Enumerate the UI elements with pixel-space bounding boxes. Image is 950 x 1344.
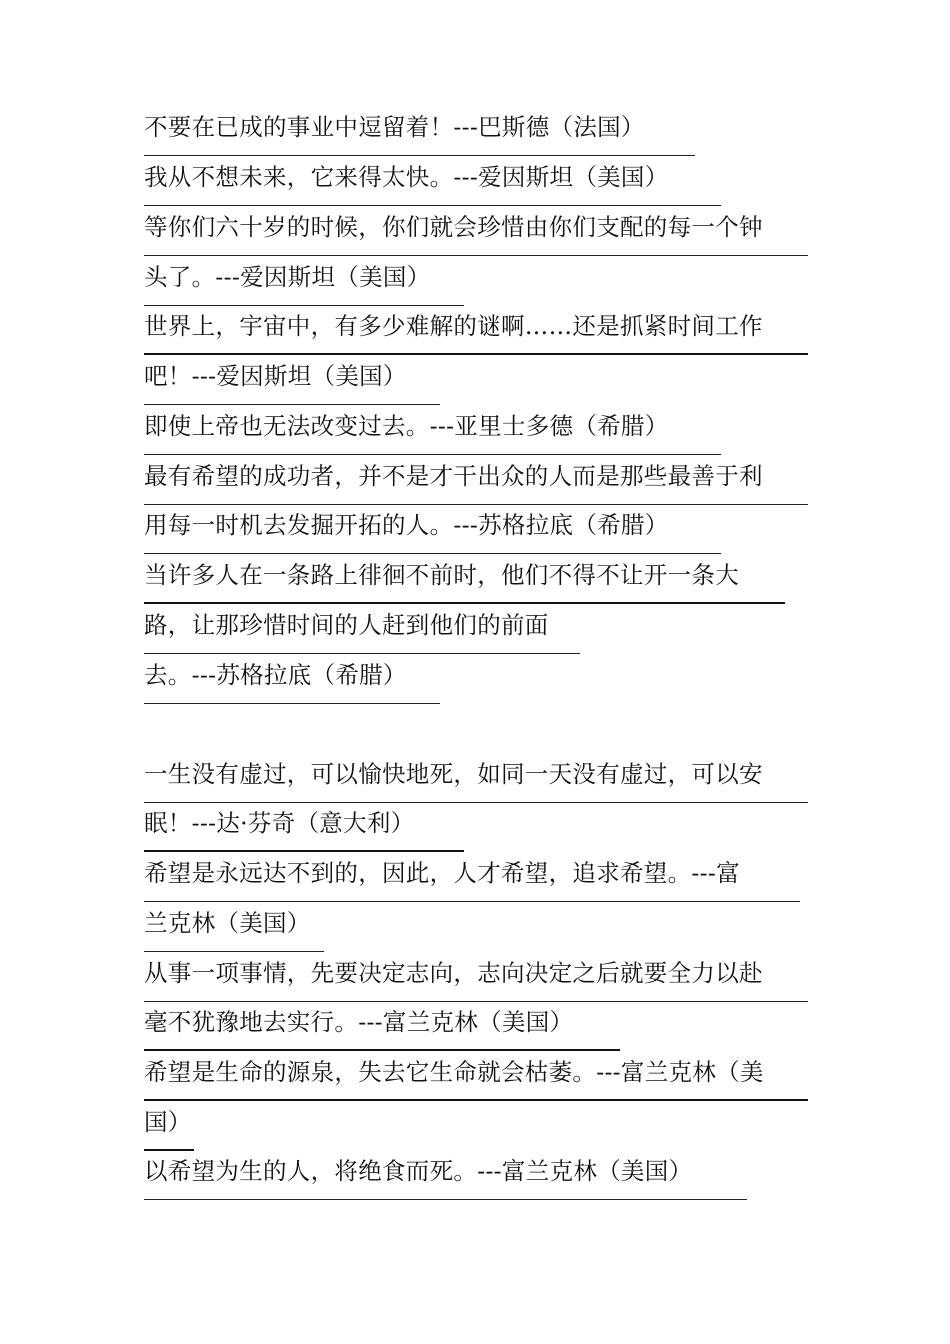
quote-line: 毫不犹豫地去实行。---富兰克林（美国） <box>144 1001 620 1051</box>
quote-line: 世界上，宇宙中，有多少难解的谜啊……还是抓紧时间工作 <box>144 305 808 355</box>
quote-line: 以希望为生的人，将绝食而死。---富兰克林（美国） <box>144 1150 747 1200</box>
quote-line: 国） <box>144 1101 194 1151</box>
quote-line: 我从不想未来，它来得太快。---爱因斯坦（美国） <box>144 156 721 206</box>
quote-line: 眠！---达·芬奇（意大利） <box>144 802 464 852</box>
quote-line: 希望是永远达不到的，因此，人才希望，追求希望。---富 <box>144 852 800 902</box>
quote-line: 不要在已成的事业中逗留着！---巴斯德（法国） <box>144 106 695 156</box>
quote-line: 希望是生命的源泉，失去它生命就会枯萎。---富兰克林（美 <box>144 1051 808 1101</box>
quote-line: 去。---苏格拉底（希腊） <box>144 654 440 704</box>
quote-line: 从事一项事情，先要决定志向，志向决定之后就要全力以赴 <box>144 952 808 1002</box>
quote-line: 路，让那珍惜时间的人赶到他们的前面 <box>144 604 580 654</box>
quote-line: 头了。---爱因斯坦（美国） <box>144 256 464 306</box>
quote-line: 即使上帝也无法改变过去。---亚里士多德（希腊） <box>144 405 721 455</box>
quote-line: 一生没有虚过，可以愉快地死，如同一天没有虚过，可以安 <box>144 753 808 803</box>
quote-line: 兰克林（美国） <box>144 902 324 952</box>
quote-line: 等你们六十岁的时候，你们就会珍惜由你们支配的每一个钟 <box>144 206 808 256</box>
quote-line: 当许多人在一条路上徘徊不前时，他们不得不让开一条大 <box>144 554 785 604</box>
quote-line: 用每一时机去发掘开拓的人。---苏格拉底（希腊） <box>144 504 721 554</box>
quote-line: 最有希望的成功者，并不是才干出众的人而是那些最善于利 <box>144 455 808 505</box>
quote-line: 吧！---爱因斯坦（美国） <box>144 355 440 405</box>
